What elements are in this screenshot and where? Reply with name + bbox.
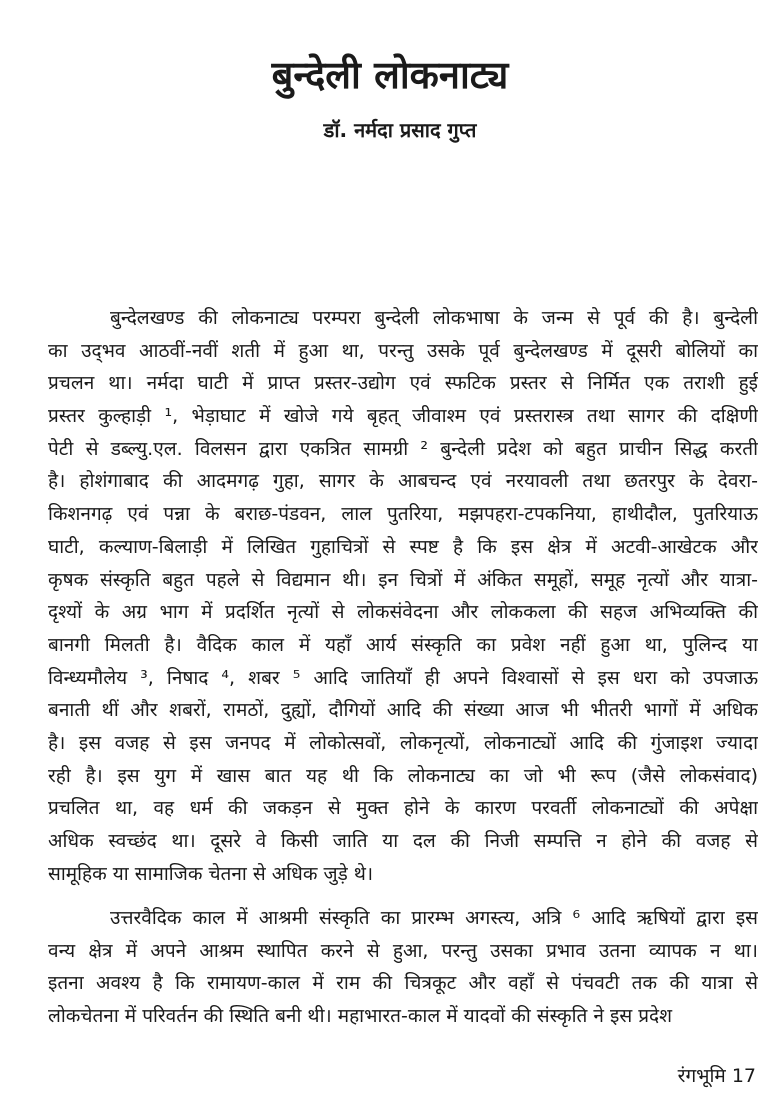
text-line: लोकचेतना में परिवर्तन की स्थिति बनी थी। महाभारत-काल में यादवों की संस्कृति ने इस प्रदेश <box>48 1005 673 1028</box>
text-line: वन्य क्षेत्र में अपने आश्रम स्थापित करने से हुआ, परन्तु उसका प्रभाव उतना व्यापक न था। <box>48 939 758 962</box>
text-line: किशनगढ़ एवं पन्ना के बराछ-पंडवन, लाल पुतरिया, मझपहरा-टपकनिया, हाथीदौल, पुतरियाऊ <box>48 503 758 526</box>
text-line: का उद्‌भव आठवीं-नवीं शती में हुआ था, परन्तु उसके पूर्व बुन्देलखण्ड में दूसरी बोलियों का <box>48 339 758 362</box>
text-line: है। होशंगाबाद की आदमगढ़ गुहा, सागर के आबचन्द एवं नरयावली तथा छतरपुर के देवरा- <box>48 470 758 493</box>
text-line: बनाती थीं और शबरों, रामठों, दुह्यों, दौगियों आदि की संख्या आज भी भीतरी भागों में अधिक <box>48 699 758 722</box>
text-line: दृश्यों के अग्र भाग में प्रदर्शित नृत्यों से लोकसंवेदना और लोककला की सहज अभिव्यक्ति की <box>48 601 758 624</box>
text-line: घाटी, कल्याण-बिलाड़ी में लिखित गुहाचित्रों से स्पष्ट है कि इस क्षेत्र में अटवी-आखेटक और <box>48 535 758 558</box>
text-line: प्रस्तर कुल्हाड़ी ¹, भेड़ाघाट में खोजे गये बृहत् जीवाश्म एवं प्रस्तरास्त्र तथा सागर की दक्षिणी <box>48 405 758 428</box>
text-line: सामूहिक या सामाजिक चेतना से अधिक जुड़े थे। <box>48 862 374 885</box>
text-line: इतना अवश्य है कि रामायण-काल में राम की चित्रकूट और वहाँ से पंचवटी तक की यात्रा से <box>48 972 758 995</box>
paragraph-1 <box>48 302 758 890</box>
page-footer: रंगभूमि 17 <box>677 1065 756 1087</box>
author-name: डॉ. नर्मदा प्रसाद गुप्त <box>323 118 477 142</box>
text-line: बानगी मिलती है। वैदिक काल में यहाँ आर्य संस्कृति का प्रवेश नहीं हुआ था, पुलिन्द या <box>48 633 758 656</box>
text-line: उत्तरवैदिक काल में आश्रमी संस्कृति का प्रारम्भ अगस्त्य, अत्रि ⁶ आदि ऋषियों द्वारा इस <box>110 907 758 929</box>
text-line: कृषक संस्कृति बहुत पहले से विद्यमान थी। इन चित्रों में अंकित समूहों, समूह नृत्यों और यात्रा- <box>48 568 758 591</box>
paragraph-2 <box>48 902 758 1033</box>
text-line: रही है। इस युग में खास बात यह थी कि लोकनाट्य का जो भी रूप (जैसे लोकसंवाद) <box>48 764 758 787</box>
text-line: विन्ध्यमौलेय ³, निषाद ⁴, शबर ⁵ आदि जातियाँ ही अपने विश्वासों से इस धरा को उपजाऊ <box>48 666 758 689</box>
text-line: अधिक स्वच्छंद था। दूसरे वे किसी जाति या दल की निजी सम्पत्ति न होने की वजह से <box>48 830 758 852</box>
text-line: है। इस वजह से इस जनपद में लोकोत्सवों, लोकनृत्यों, लोकनाट्यों आदि की गुंजाइश ज्यादा <box>48 731 758 754</box>
article-title: बुन्देली लोकनाट्य <box>271 53 509 97</box>
text-line: पेटी से डब्ल्यु.एल. विलसन द्वारा एकत्रित सामग्री ² बुन्देली प्रदेश को बहुत प्राचीन सिद्ध करती <box>48 437 758 460</box>
text-line: बुन्देलखण्ड की लोकनाट्य परम्परा बुन्देली लोकभाषा के जन्म से पूर्व की है। बुन्देली <box>110 307 758 329</box>
text-line: प्रचलित था, वह धर्म की जकड़न से मुक्त होने के कारण परवर्ती लोकनाट्यों की अपेक्षा <box>48 797 758 820</box>
text-line: प्रचलन था। नर्मदा घाटी में प्राप्त प्रस्तर-उद्योग एवं स्फटिक प्रस्तर से निर्मित एक तराशी हुई <box>48 372 758 395</box>
